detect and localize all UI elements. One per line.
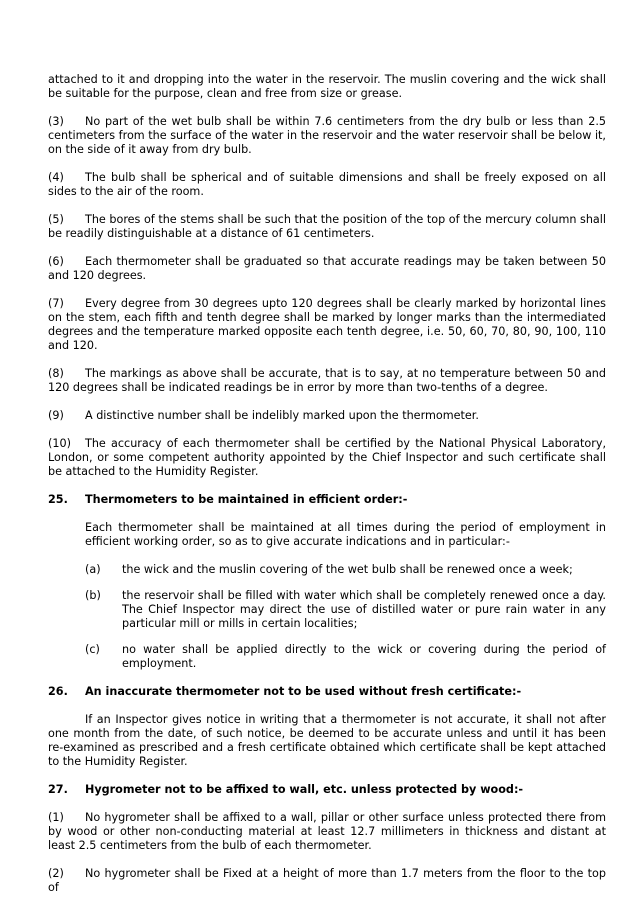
section-title: Thermometers to be maintained in efficient order:- — [85, 493, 408, 506]
item-number: (8) — [48, 367, 64, 380]
rule-item-8 — [48, 367, 606, 395]
section-27 — [48, 783, 606, 895]
rule-items-list — [48, 115, 606, 479]
item-number: (2) — [48, 867, 64, 880]
section-26 — [48, 685, 606, 769]
item-number: (7) — [48, 297, 64, 310]
rule-item-27-1 — [48, 811, 606, 853]
item-number: (3) — [48, 115, 64, 128]
item-text: No hygrometer shall be Fixed at a height of more than 1.7 meters from the floor to the top of — [48, 867, 606, 894]
section-intro: Each thermometer shall be maintained at all times during the period of employment in efficient working order, so as to give accurate indications and in particular:- — [85, 521, 606, 548]
section-number: 25. — [48, 493, 68, 506]
item-text: The accuracy of each thermometer shall be certified by the National Physical Laboratory, London, or some competent authority appointed by the Chief Inspector and such certificate shall be attached to the Humidity Register. — [48, 437, 606, 478]
rule-item-7 — [48, 297, 606, 353]
section-title: Hygrometer not to be affixed to wall, etc. unless protected by wood:- — [85, 783, 524, 796]
section-heading — [48, 783, 606, 797]
sub-item-label: (c) — [85, 643, 100, 656]
item-text: No hygrometer shall be affixed to a wall, pillar or other surface unless protected there from by wood or other non-conducting material at least 12.7 millimeters in thickness and distant at least 2.5 centimeters from the bulb of each thermometer. — [48, 811, 606, 852]
rule-item-10 — [48, 437, 606, 479]
sub-item-label: (a) — [85, 563, 101, 576]
rule-item-3 — [48, 115, 606, 157]
item-text: The bores of the stems shall be such that the position of the top of the mercury column shall be readily distinguishable at a distance of 61 centimeters. — [48, 213, 606, 240]
rule-item-6 — [48, 255, 606, 283]
section-number: 26. — [48, 685, 68, 698]
section-25 — [48, 493, 606, 671]
section-title: An inaccurate thermometer not to be used without fresh certificate:- — [85, 685, 522, 698]
section-heading — [48, 493, 606, 507]
item-number: (5) — [48, 213, 64, 226]
rule-item-4 — [48, 171, 606, 199]
item-number: (4) — [48, 171, 64, 184]
rule-item-27-2 — [48, 867, 606, 895]
sub-item-a — [85, 563, 606, 577]
item-number: (6) — [48, 255, 64, 268]
sub-item-text: the wick and the muslin covering of the wet bulb shall be renewed once a week; — [122, 563, 573, 576]
sub-item-c — [85, 643, 606, 671]
sub-item-text: the reservoir shall be filled with water which shall be completely renewed once a day. The Chief Inspector may direct the use of distilled water or pure rain water in any particular mill or mills in certain localities; — [122, 589, 606, 630]
sub-item-text: no water shall be applied directly to the wick or covering during the period of employment. — [122, 643, 606, 670]
rule-item-5 — [48, 213, 606, 241]
continuation-paragraph: attached to it and dropping into the water in the reservoir. The muslin covering and the wick shall be suitable for the purpose, clean and free from size or grease. — [48, 73, 606, 100]
section-heading — [48, 685, 606, 699]
sub-item-label: (b) — [85, 589, 101, 602]
rule-item-9 — [48, 409, 606, 423]
item-text: Every degree from 30 degrees upto 120 degrees shall be clearly marked by horizontal lines on the stem, each fifth and tenth degree shall be marked by longer marks than the intermediated degrees and the temperature marked opposite each tenth degree, i.e. 50, 60, 70, 80, 90, 100, 110 and 120. — [48, 297, 606, 352]
item-text: The bulb shall be spherical and of suitable dimensions and shall be freely exposed on all sides to the air of the room. — [48, 171, 606, 198]
section-number: 27. — [48, 783, 68, 796]
sub-item-b — [85, 589, 606, 631]
item-text: The markings as above shall be accurate, that is to say, at no temperature between 50 and 120 degrees shall be indicated readings be in error by more than two-tenths of a degree. — [48, 367, 606, 394]
item-number: (1) — [48, 811, 64, 824]
document-page — [48, 73, 606, 909]
item-text: Each thermometer shall be graduated so that accurate readings may be taken between 50 and 120 degrees. — [48, 255, 606, 282]
section-body: If an Inspector gives notice in writing that a thermometer is not accurate, it shall not after one month from the date, of such notice, be deemed to be accurate unless and until it has been re-examined as prescribed and a fresh certificate obtained which certificate shall be kept attached to the Humidity Register. — [48, 713, 606, 768]
item-text: A distinctive number shall be indelibly marked upon the thermometer. — [85, 409, 479, 422]
item-text: No part of the wet bulb shall be within 7.6 centimeters from the dry bulb or less than 2.5 centimeters from the surface of the water in the reservoir and the water reservoir shall be below it, on the side of it away from dry bulb. — [48, 115, 606, 156]
item-number: (10) — [48, 437, 71, 450]
item-number: (9) — [48, 409, 64, 422]
